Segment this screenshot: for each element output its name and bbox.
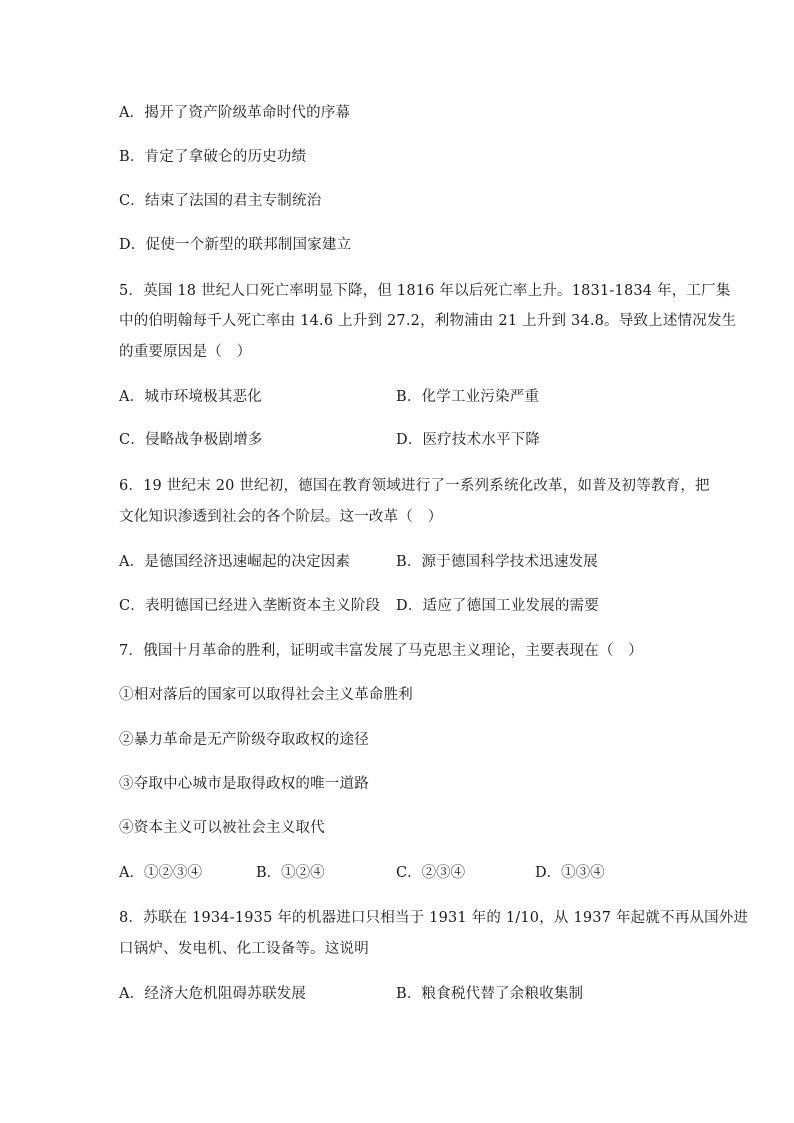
q5-stem-line3: 的重要原因是（ ） [119,344,252,360]
q5-stem-line1: 5．英国 18 世纪人口死亡率明显下降，但 1816 年以后死亡率上升。1831-1834 年，工厂集 [119,283,731,299]
q6-option-a: A．是德国经济迅速崛起的决定因素 [119,554,351,570]
q5-option-b: B．化学工业污染严重 [396,389,540,405]
q6-option-d: D．适应了德国工业发展的需要 [396,598,599,614]
q8-option-b: B．粮食税代替了余粮收集制 [396,986,584,1002]
q5-stem-line2: 中的伯明翰每千人死亡率由 14.6 上升到 27.2，利物浦由 21 上升到 34.8。导致上述情况发生 [119,313,737,329]
q6-option-b: B．源于德国科学技术迅速发展 [396,554,598,570]
q7-item-3: ③夺取中心城市是取得政权的唯一道路 [119,776,369,792]
q7-stem: 7．俄国十月革命的胜利，证明或丰富发展了马克思主义理论，主要表现在（ ） [119,643,643,659]
q8-stem-line1: 8．苏联在 1934-1935 年的机器进口只相当于 1931 年的 1/10，从 1937 年起就不再从国外进 [119,910,749,926]
q5-option-a: A．城市环境极其恶化 [119,389,262,405]
q4-option-d: D．促使一个新型的联邦制国家建立 [119,237,352,253]
q6-stem-line2: 文化知识渗透到社会的各个阶层。这一改革（ ） [119,509,443,525]
q7-option-b: B．①②④ [256,865,325,881]
q8-stem-line2: 口锅炉、发电机、化工设备等。这说明 [119,941,369,957]
q5-option-d: D．医疗技术水平下降 [396,432,541,448]
q6-option-c: C．表明德国已经进入垄断资本主义阶段 [119,598,381,614]
q8-option-a: A．经济大危机阻碍苏联发展 [119,986,307,1002]
q7-item-4: ④资本主义可以被社会主义取代 [119,820,325,836]
q7-item-1: ①相对落后的国家可以取得社会主义革命胜利 [119,687,413,703]
q7-option-c: C．②③④ [396,865,466,881]
q4-option-b: B．肯定了拿破仑的历史功绩 [119,149,307,165]
q4-option-c: C．结束了法国的君主专制统治 [119,193,322,209]
q7-option-a: A．①②③④ [119,865,202,881]
q7-option-d: D．①③④ [535,865,605,881]
q4-option-a: A．揭开了资产阶级革命时代的序幕 [119,105,351,121]
q7-item-2: ②暴力革命是无产阶级夺取政权的途径 [119,732,369,748]
q5-option-c: C．侵略战争极剧增多 [119,432,263,448]
q6-stem-line1: 6．19 世纪末 20 世纪初，德国在教育领域进行了一系列系统化改革，如普及初等教育，把 [119,478,710,494]
